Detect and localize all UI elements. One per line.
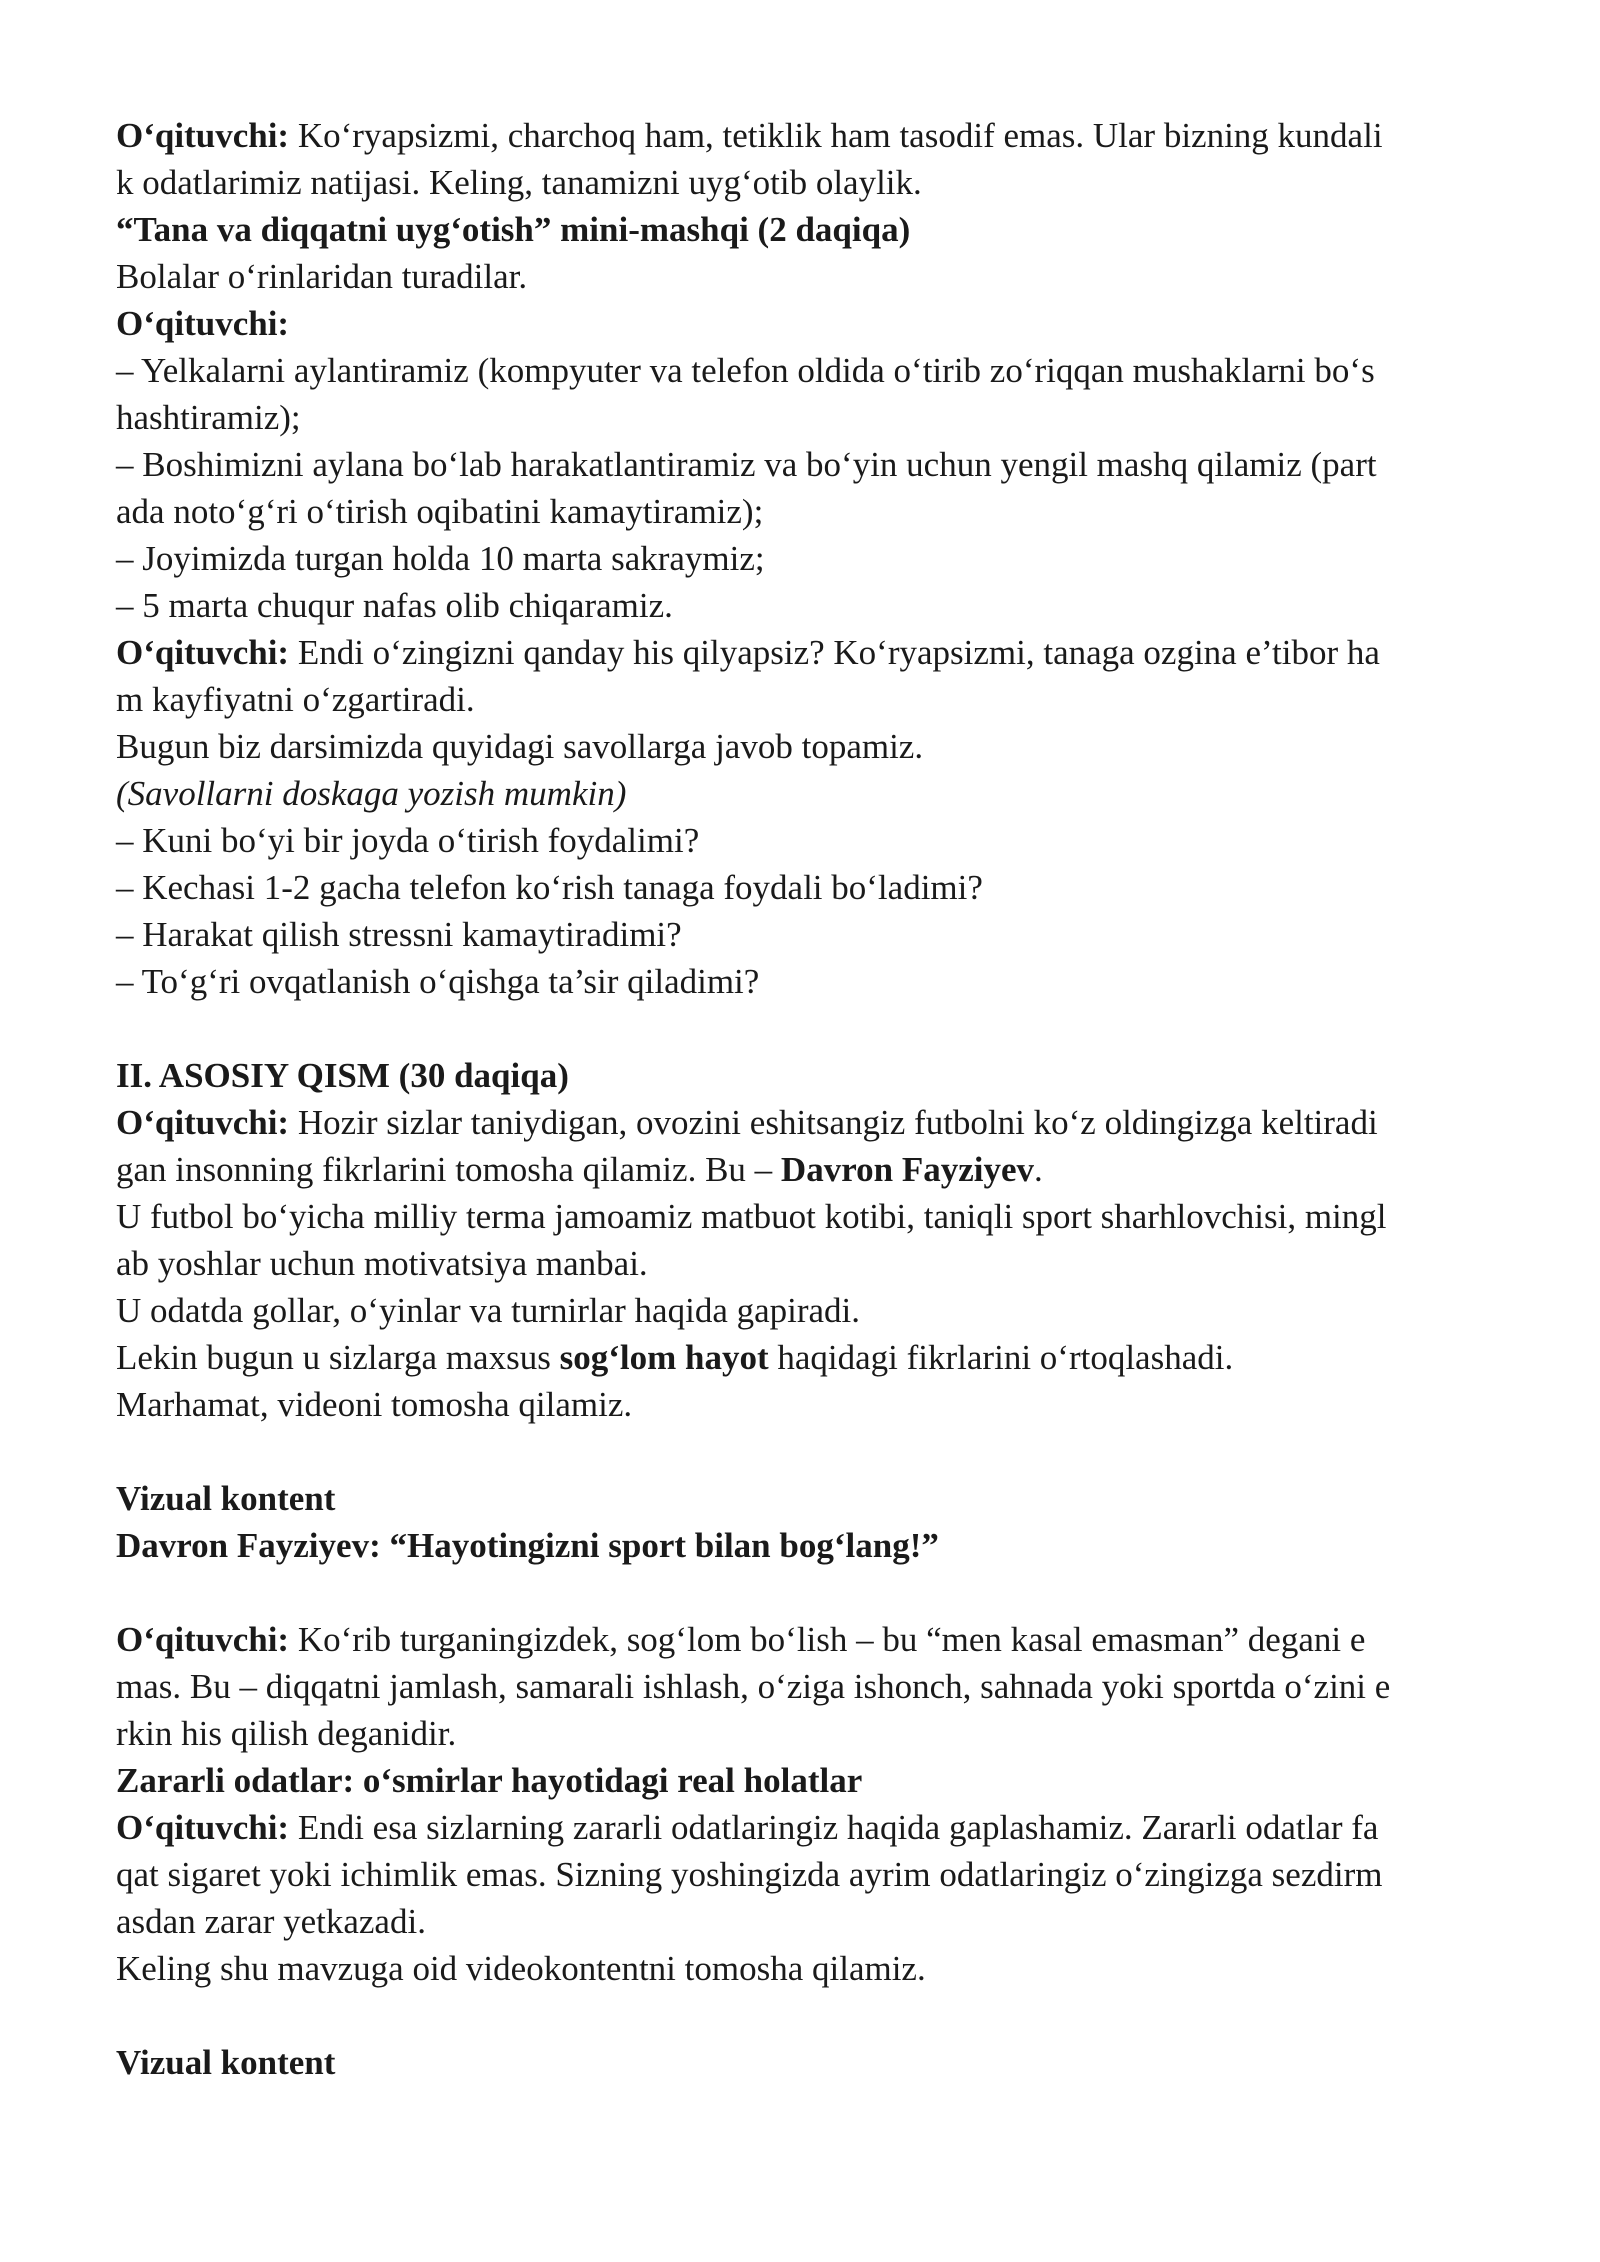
paragraph-text: gan insonning fikrlarini tomosha qilamiz. Bu – <box>116 1150 781 1189</box>
speaker-label: O‘qituvchi: <box>116 633 290 672</box>
paragraph-text: . <box>1034 1150 1043 1189</box>
paragraph-text: Endi esa sizlarning zararli odatlaringiz haqida gaplashamiz. Zararli odatlar fa <box>297 1808 1379 1847</box>
paragraph-line <box>116 1334 1506 1381</box>
visual-content-label: Vizual kontent <box>116 2043 336 2082</box>
list-item-continuation: hashtiramiz); <box>116 398 301 437</box>
speaker-label: O‘qituvchi: <box>116 304 290 343</box>
paragraph-line: Keling shu mavzuga oid videokontentni tomosha qilamiz. <box>116 1949 926 1988</box>
paragraph-line: U odatda gollar, o‘yinlar va turnirlar haqida gapiradi. <box>116 1291 861 1330</box>
paragraph-line <box>116 1616 1506 1663</box>
paragraph-line: U futbol bo‘yicha milliy terma jamoamiz matbuot kotibi, taniqli sport sharhlovchisi, mingl <box>116 1197 1387 1236</box>
paragraph-text: Ko‘rib turganingizdek, sog‘lom bo‘lish – bu “men kasal emasman” degani e <box>297 1620 1366 1659</box>
list-item: – Harakat qilish stressni kamaytiradimi? <box>116 915 682 954</box>
spacer <box>116 1005 1506 1052</box>
spacer <box>116 1569 1506 1616</box>
paragraph-line: asdan zarar yetkazadi. <box>116 1902 426 1941</box>
emphasis-text: sog‘lom hayot <box>559 1338 769 1377</box>
paragraph-line: Bolalar o‘rinlaridan turadilar. <box>116 257 528 296</box>
document-page <box>116 112 1506 2086</box>
paragraph-line: qat sigaret yoki ichimlik emas. Sizning yoshingizda ayrim odatlaringiz o‘zingizga sezdirm <box>116 1855 1383 1894</box>
list-item-continuation: ada noto‘g‘ri o‘tirish oqibatini kamaytiramiz); <box>116 492 764 531</box>
section-heading: II. ASOSIY QISM (30 daqiqa) <box>116 1056 569 1095</box>
speaker-label: O‘qituvchi: <box>116 116 290 155</box>
board-note: (Savollarni doskaga yozish mumkin) <box>116 774 627 813</box>
paragraph-line <box>116 1146 1506 1193</box>
list-item: – Kuni bo‘yi bir joyda o‘tirish foydalimi? <box>116 821 700 860</box>
paragraph-line <box>116 629 1506 676</box>
list-item: – Boshimizni aylana bo‘lab harakatlantiramiz va bo‘yin uchun yengil mashq qilamiz (part <box>116 445 1377 484</box>
paragraph-text: Lekin bugun u sizlarga maxsus <box>116 1338 560 1377</box>
speaker-label: O‘qituvchi: <box>116 1103 290 1142</box>
paragraph-text: haqidagi fikrlarini o‘rtoqlashadi. <box>768 1338 1234 1377</box>
spacer <box>116 1428 1506 1475</box>
paragraph-line <box>116 1804 1506 1851</box>
spacer <box>116 1992 1506 2039</box>
list-item: – Kechasi 1-2 gacha telefon ko‘rish tanaga foydali bo‘ladimi? <box>116 868 983 907</box>
paragraph-line: rkin his qilish deganidir. <box>116 1714 457 1753</box>
exercise-heading: “Tana va diqqatni uyg‘otish” mini-mashqi (2 daqiqa) <box>116 210 911 249</box>
list-item: – 5 marta chuqur nafas olib chiqaramiz. <box>116 586 673 625</box>
paragraph-text: Endi o‘zingizni qanday his qilyapsiz? Ko‘ryapsizmi, tanaga ozgina e’tibor ha <box>297 633 1380 672</box>
paragraph-line: k odatlarimiz natijasi. Keling, tanamizni uyg‘otib olaylik. <box>116 163 922 202</box>
paragraph-line <box>116 112 1506 159</box>
paragraph-line: Bugun biz darsimizda quyidagi savollarga javob topamiz. <box>116 727 924 766</box>
paragraph-text: Ko‘ryapsizmi, charchoq ham, tetiklik ham tasodif emas. Ular bizning kundali <box>297 116 1383 155</box>
paragraph-line: m kayfiyatni o‘zgartiradi. <box>116 680 475 719</box>
video-title: Davron Fayziyev: “Hayotingizni sport bilan bog‘lang!” <box>116 1526 939 1565</box>
paragraph-line: Marhamat, videoni tomosha qilamiz. <box>116 1385 633 1424</box>
speaker-label: O‘qituvchi: <box>116 1808 290 1847</box>
paragraph-line: mas. Bu – diqqatni jamlash, samarali ishlash, o‘ziga ishonch, sahnada yoki sportda o‘zini e <box>116 1667 1391 1706</box>
list-item: – To‘g‘ri ovqatlanish o‘qishga ta’sir qiladimi? <box>116 962 760 1001</box>
paragraph-text: Hozir sizlar taniydigan, ovozini eshitsangiz futbolni ko‘z oldingizga keltiradi <box>297 1103 1378 1142</box>
person-name: Davron Fayziyev <box>780 1150 1034 1189</box>
speaker-label: O‘qituvchi: <box>116 1620 290 1659</box>
paragraph-line <box>116 1099 1506 1146</box>
harmful-habits-heading: Zararli odatlar: o‘smirlar hayotidagi real holatlar <box>116 1761 863 1800</box>
paragraph-line: ab yoshlar uchun motivatsiya manbai. <box>116 1244 648 1283</box>
list-item: – Yelkalarni aylantiramiz (kompyuter va telefon oldida o‘tirib zo‘riqqan mushaklarni bo‘s <box>116 351 1375 390</box>
visual-content-label: Vizual kontent <box>116 1479 336 1518</box>
list-item: – Joyimizda turgan holda 10 marta sakraymiz; <box>116 539 765 578</box>
